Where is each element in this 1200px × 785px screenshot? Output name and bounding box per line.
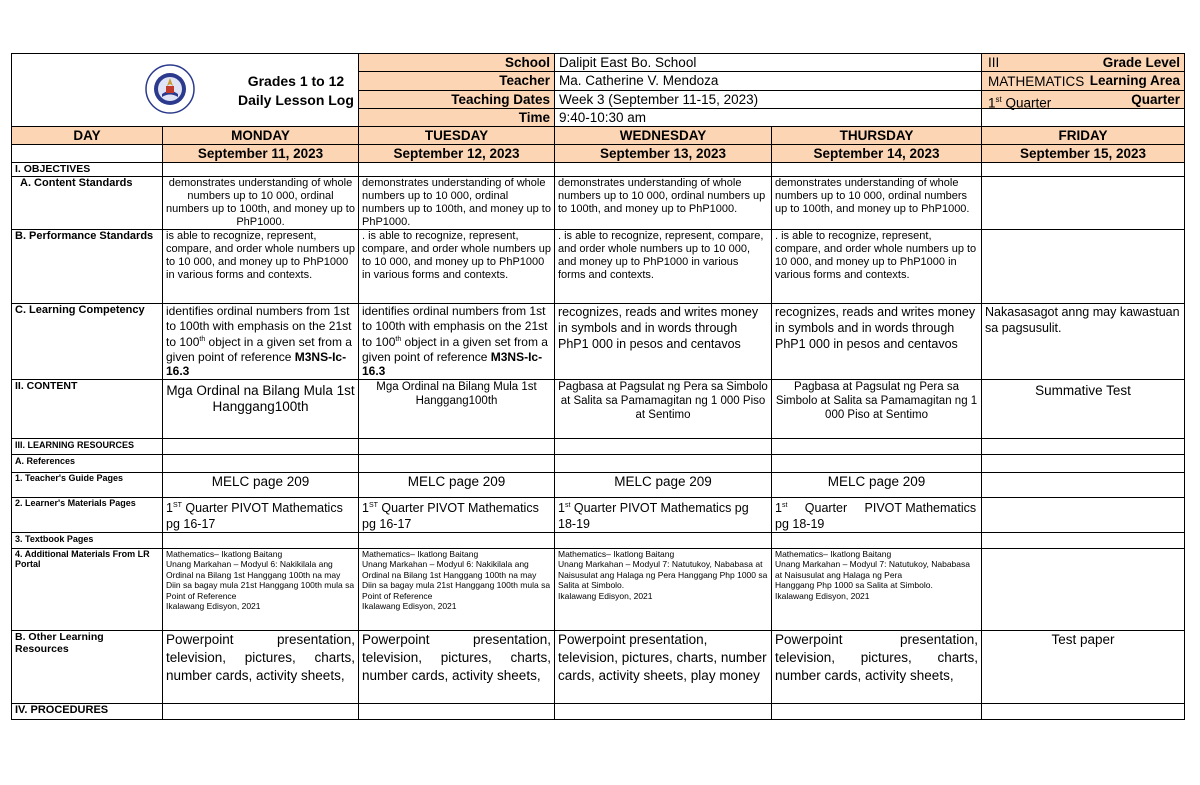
- title-line-2: Daily Lesson Log: [238, 92, 354, 108]
- other-resources-tuesday: Powerpoint presentation, television, pictures, charts, number cards, activity sheets,: [359, 630, 555, 703]
- lm-text: Quarter PIVOT Mathematics pg 16-17: [362, 500, 539, 531]
- additional-line: Ikalawang Edisyon, 2021: [362, 601, 457, 612]
- additional-line: Unang Markahan – Modyul 7: Natutukoy, Nababasa at Naisusulat ang Halaga ng Pera: [775, 559, 970, 580]
- additional-line: Unang Markahan – Modyul 7: Natutukoy, Nababasa at Naisusulat ang Halaga ng Pera Hanggang Php 1000 sa Salita at Simbolo.: [558, 559, 768, 591]
- competency-rest: object in a given set from a given point of reference: [362, 335, 548, 364]
- additional-line: Mathematics– Ikatlong Baitang: [558, 548, 675, 559]
- title-block: [12, 54, 359, 127]
- content-standards-friday: [982, 177, 1185, 230]
- date-row: [12, 145, 1185, 163]
- lm-num: 1: [166, 500, 173, 515]
- content-standards-row: [12, 177, 1185, 230]
- day-row: [12, 127, 1185, 145]
- learning-competency-monday: [163, 304, 359, 380]
- lm-text: Quarter PIVOT Mathematics pg 18-19: [558, 500, 749, 531]
- references-row: [12, 454, 1185, 472]
- performance-standards-tuesday: . is able to recognize, represent, compare, and order whole numbers up to 10 000, and money up to PhP1000 in various forms and contexts.: [359, 230, 555, 304]
- quarter-rest: Quarter: [1001, 95, 1052, 111]
- performance-standards-monday: is able to recognize, represent, compare, and order whole numbers up to 10 000, and money up to PhP1000 in various forms and contexts.: [163, 230, 359, 304]
- daily-lesson-log: [11, 53, 1184, 720]
- grade-level-label: Grade Level: [982, 54, 1185, 72]
- teaching-dates-value: Week 3 (September 11-15, 2023): [555, 90, 982, 108]
- teachers-guide-monday: MELC page 209: [163, 472, 359, 497]
- lm-num: 1: [775, 500, 782, 515]
- title-line-1: Grades 1 to 12: [247, 73, 345, 89]
- additional-materials-wednesday: [555, 548, 772, 630]
- lm-sup: ST: [172, 501, 182, 509]
- teachers-guide-thursday: MELC page 209: [772, 472, 982, 497]
- additional-line: Ikalawang Edisyon, 2021: [775, 590, 870, 601]
- learners-materials-tuesday: [359, 497, 555, 532]
- cell: [772, 163, 982, 177]
- lm-text: Quarter PIVOT Mathematics pg 18-19: [775, 500, 980, 531]
- day-monday: MONDAY: [163, 127, 359, 145]
- quarter-num: 1: [988, 95, 996, 111]
- learners-materials-monday: [163, 497, 359, 532]
- quarter-label: Quarter: [982, 90, 1185, 108]
- learning-resources-row: [12, 438, 1185, 454]
- teachers-guide-row: [12, 472, 1185, 497]
- procedures-row: [12, 703, 1185, 719]
- additional-line: Diin sa bagay mula 21st Hanggang 100th mula sa Point of Reference: [362, 580, 551, 601]
- lm-text: Quarter PIVOT Mathematics pg 16-17: [166, 500, 343, 531]
- content-standards-wednesday: demonstrates understanding of whole numbers up to 10 000, ordinal numbers up to 100th, and money up to PhP1000.: [555, 177, 772, 230]
- references-label: A. References: [12, 454, 163, 472]
- teachers-guide-friday: [982, 472, 1185, 497]
- learning-competency-friday: Nakasasagot anng may kawastuan sa pagsusulit.: [982, 304, 1185, 380]
- cell: [982, 703, 1185, 719]
- date-wednesday: September 13, 2023: [555, 145, 772, 163]
- lm-num: 1: [558, 500, 565, 515]
- date-tuesday: September 12, 2023: [359, 145, 555, 163]
- content-standards-label: A. Content Standards: [12, 177, 163, 230]
- quarter-sup: st: [995, 95, 1002, 104]
- quarter-value: [988, 91, 1183, 113]
- learning-area-value: MATHEMATICS: [988, 73, 1085, 89]
- learners-materials-label: 2. Learner's Materials Pages: [12, 497, 163, 532]
- cell: [772, 454, 982, 472]
- lm-sup: ST: [368, 501, 378, 509]
- other-resources-label: B. Other Learning Resources: [12, 630, 163, 703]
- cell: [359, 438, 555, 454]
- additional-materials-monday: [163, 548, 359, 630]
- document-title: [238, 72, 354, 110]
- learners-materials-friday: [982, 497, 1185, 532]
- additional-materials-thursday: [772, 548, 982, 630]
- content-wednesday: Pagbasa at Pagsulat ng Pera sa Simbolo at Salita sa Pamamagitan ng 1 000 Piso at Sentimo: [555, 379, 772, 438]
- competency-sup: th: [199, 336, 206, 343]
- learning-competency-wednesday: recognizes, reads and writes money in symbols and in words through PhP1 000 in pesos and centavos: [555, 304, 772, 380]
- additional-line: Mathematics– Ikatlong Baitang: [166, 548, 283, 559]
- cell: [359, 532, 555, 548]
- cell: [555, 703, 772, 719]
- lm-sup: st: [781, 501, 788, 509]
- competency-code: M3NS-Ic-16.3: [362, 349, 543, 378]
- cell: [982, 454, 1185, 472]
- performance-standards-wednesday: . is able to recognize, represent, compare, and order whole numbers up to 10 000, and money up to PhP1000 in various forms and contexts.: [555, 230, 772, 304]
- teachers-guide-tuesday: MELC page 209: [359, 472, 555, 497]
- learning-area-label: Learning Area: [982, 72, 1185, 90]
- cell: [772, 703, 982, 719]
- additional-line: Ikalawang Edisyon, 2021: [166, 601, 261, 612]
- additional-materials-label: 4. Additional Materials From LR Portal: [12, 548, 163, 630]
- cell: [359, 454, 555, 472]
- learners-materials-row: [12, 497, 1185, 532]
- other-resources-monday: Powerpoint presentation, television, pictures, charts, number cards, activity sheets,: [163, 630, 359, 703]
- objectives-heading: I. OBJECTIVES: [12, 163, 163, 177]
- cell: [982, 532, 1185, 548]
- cell: [359, 163, 555, 177]
- lm-num: 1: [362, 500, 369, 515]
- time-value: 9:40-10:30 am: [555, 108, 982, 126]
- competency-text: identifies ordinal numbers from 1st to 100th with emphasis on the 21st to 100: [362, 304, 548, 349]
- cell: [163, 532, 359, 548]
- competency-sup: th: [395, 336, 402, 343]
- learning-competency-label: C. Learning Competency: [12, 304, 163, 380]
- day-tuesday: TUESDAY: [359, 127, 555, 145]
- textbook-label: 3. Textbook Pages: [12, 532, 163, 548]
- lm-sup: st: [564, 501, 571, 509]
- cell: [555, 454, 772, 472]
- content-standards-thursday: demonstrates understanding of whole numbers up to 10 000, ordinal numbers up to 100th, and money up to PhP1000.: [772, 177, 982, 230]
- competency-text: identifies ordinal numbers from 1st to 100th with emphasis on the 21st to 100: [166, 304, 352, 349]
- day-label: DAY: [12, 127, 163, 145]
- learners-materials-thursday: [772, 497, 982, 532]
- content-friday: Summative Test: [982, 379, 1185, 438]
- other-resources-row: [12, 630, 1185, 703]
- learners-materials-wednesday: [555, 497, 772, 532]
- teacher-value: Ma. Catherine V. Mendoza: [555, 72, 982, 90]
- teachers-guide-wednesday: MELC page 209: [555, 472, 772, 497]
- day-thursday: THURSDAY: [772, 127, 982, 145]
- date-friday: September 15, 2023: [982, 145, 1185, 163]
- day-friday: FRIDAY: [982, 127, 1185, 145]
- other-resources-thursday: Powerpoint presentation, television, pictures, charts, number cards, activity sheets,: [772, 630, 982, 703]
- cell: [163, 454, 359, 472]
- cell: [359, 703, 555, 719]
- content-row: [12, 379, 1185, 438]
- performance-standards-label: B. Performance Standards: [12, 230, 163, 304]
- header-values: [988, 54, 1183, 113]
- lesson-log-table: [11, 53, 1185, 720]
- learning-competency-row: [12, 304, 1185, 380]
- content-tuesday: Mga Ordinal na Bilang Mula 1st Hanggang100th: [359, 379, 555, 438]
- performance-standards-friday: [982, 230, 1185, 304]
- cell: [555, 532, 772, 548]
- additional-line: Mathematics– Ikatlong Baitang: [775, 548, 892, 559]
- learning-competency-thursday: recognizes, reads and writes money in symbols and in words through PhP1 000 in pesos and centavos: [772, 304, 982, 380]
- school-label: School: [359, 54, 555, 72]
- content-standards-tuesday: demonstrates understanding of whole numbers up to 10 000, ordinal numbers up to 100th, and money up to PhP1000.: [359, 177, 555, 230]
- cell: [982, 438, 1185, 454]
- textbook-row: [12, 532, 1185, 548]
- school-value: Dalipit East Bo. School: [555, 54, 982, 72]
- other-resources-wednesday: Powerpoint presentation, television, pictures, charts, number cards, activity sheets, play money: [555, 630, 772, 703]
- time-label: Time: [359, 108, 555, 126]
- objectives-row: [12, 163, 1185, 177]
- competency-rest: object in a given set from a given point of reference: [166, 335, 352, 364]
- deped-seal-icon: [145, 64, 195, 114]
- cell: [163, 703, 359, 719]
- cell: [555, 163, 772, 177]
- additional-line: Hanggang Php 1000 sa Salita at Simbolo.: [775, 580, 933, 591]
- date-thursday: September 14, 2023: [772, 145, 982, 163]
- content-standards-monday: demonstrates understanding of whole numbers up to 10 000, ordinal numbers up to 100th, and money up to PhP1000.: [163, 177, 359, 230]
- cell: [982, 163, 1185, 177]
- date-empty: [12, 145, 163, 163]
- competency-code: M3NS-Ic-16.3: [166, 349, 347, 378]
- additional-line: Unang Markahan – Modyul 6: Nakikilala ang Ordinal na Bilang 1st Hanggang 100th na may: [362, 559, 537, 580]
- other-resources-friday: Test paper: [982, 630, 1185, 703]
- grade-level-value: III: [988, 55, 1000, 70]
- teacher-label: Teacher: [359, 72, 555, 90]
- cell: [163, 163, 359, 177]
- additional-line: Diin sa bagay mula 21st Hanggang 100th mula sa Point of Reference: [166, 580, 355, 601]
- cell: [772, 438, 982, 454]
- procedures-heading: IV. PROCEDURES: [12, 703, 163, 719]
- content-monday: Mga Ordinal na Bilang Mula 1st Hanggang100th: [163, 379, 359, 438]
- additional-materials-friday: [982, 548, 1185, 630]
- learning-resources-heading: III. LEARNING RESOURCES: [12, 438, 163, 454]
- learning-competency-tuesday: [359, 304, 555, 380]
- performance-standards-row: [12, 230, 1185, 304]
- additional-materials-tuesday: [359, 548, 555, 630]
- cell: [555, 438, 772, 454]
- content-heading: II. CONTENT: [12, 379, 163, 438]
- teaching-dates-label: Teaching Dates: [359, 90, 555, 108]
- additional-line: Ikalawang Edisyon, 2021: [558, 590, 653, 601]
- performance-standards-thursday: . is able to recognize, represent, compare, and order whole numbers up to 10 000, and money up to PhP1000 in various forms and contexts.: [772, 230, 982, 304]
- additional-line: Mathematics– Ikatlong Baitang: [362, 548, 479, 559]
- cell: [163, 438, 359, 454]
- day-wednesday: WEDNESDAY: [555, 127, 772, 145]
- cell: [772, 532, 982, 548]
- content-thursday: Pagbasa at Pagsulat ng Pera sa Simbolo at Salita sa Pamamagitan ng 1 000 Piso at Sentimo: [772, 379, 982, 438]
- teachers-guide-label: 1. Teacher's Guide Pages: [12, 472, 163, 497]
- additional-line: Unang Markahan – Modyul 6: Nakikilala ang Ordinal na Bilang 1st Hanggang 100th na may: [166, 559, 341, 580]
- additional-materials-row: [12, 548, 1185, 630]
- date-monday: September 11, 2023: [163, 145, 359, 163]
